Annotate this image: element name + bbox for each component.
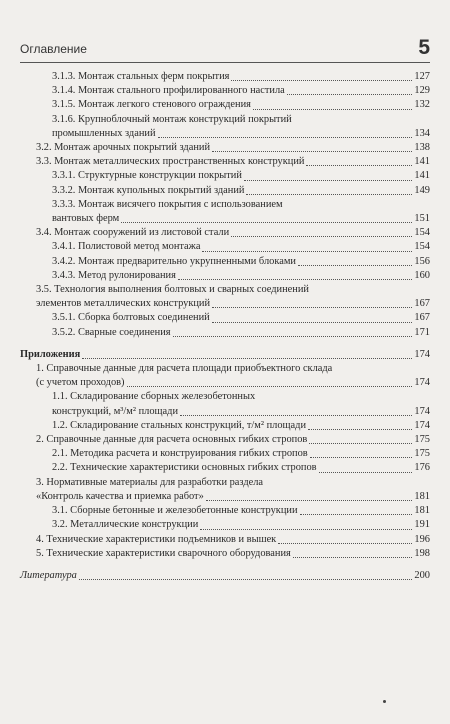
toc-entry[interactable]	[20, 447, 430, 461]
dot-leader	[127, 386, 413, 387]
toc-entry[interactable]	[20, 255, 430, 269]
toc-entry-text: 2.1. Методика расчета и конструирования гибких стропов	[52, 448, 308, 460]
toc-entry-text: 2. Справочные данные для расчета основных гибких стропов	[36, 434, 308, 446]
section-gap	[20, 561, 430, 569]
toc-entry-text: 3.5.2. Сварные соединения	[52, 326, 171, 338]
running-title: Оглавление	[20, 42, 87, 56]
toc-entry-text: 3.4.2. Монтаж предварительно укрупненными блоками	[52, 255, 296, 267]
toc-entry-text: 1.1. Складирование сборных железобетонных	[52, 391, 256, 403]
toc-page-number: 167	[414, 312, 430, 324]
toc-entry-text: 2.2. Технические характеристики основных гибких стропов	[52, 462, 317, 474]
print-speck	[383, 700, 386, 703]
dot-leader	[231, 236, 412, 237]
toc-page-number: 141	[414, 170, 430, 182]
toc-page-number: 175	[414, 448, 430, 460]
toc-entry[interactable]	[20, 283, 430, 311]
dot-leader	[178, 279, 413, 280]
toc-page-number: 141	[414, 156, 430, 168]
dot-leader	[158, 137, 413, 138]
toc-entry-text: 3.2. Металлические конструкции	[52, 519, 199, 531]
toc-entry-text: 1.2. Складирование стальных конструкций, т/м² площади	[52, 419, 307, 431]
toc-entry-text: 3.2. Монтаж арочных покрытий зданий	[36, 142, 211, 154]
toc-entry-text: 3.3. Монтаж металлических пространственных конструкций	[36, 156, 305, 168]
toc-entry-text: вантовых ферм	[52, 213, 120, 225]
toc-page-number: 129	[414, 85, 430, 97]
toc-entry-text: 3.1.4. Монтаж стального профилированного настила	[52, 85, 285, 97]
toc-page-number: 198	[414, 547, 430, 559]
toc-entry-text: 3.1.3. Монтаж стальных ферм покрытия	[52, 71, 230, 82]
toc-entry-text: конструкций, м³/м² площади	[52, 405, 179, 417]
toc-entry-text: промышленных зданий	[52, 127, 156, 139]
dot-leader	[244, 180, 412, 181]
toc-page-number: 174	[414, 419, 430, 431]
toc-entry-text: Приложения	[20, 348, 81, 360]
toc-page-number: 156	[414, 255, 430, 267]
toc-entry[interactable]	[20, 533, 430, 547]
dot-leader	[206, 500, 413, 501]
toc-entry[interactable]	[20, 226, 430, 240]
toc-entry[interactable]	[20, 198, 430, 226]
toc-entry-text: 3.1. Сборные бетонные и железобетонные конструкции	[52, 505, 298, 517]
toc-entry[interactable]	[20, 269, 430, 283]
dot-leader	[200, 529, 412, 530]
toc-entry-text: 3. Нормативные материалы для разработки раздела	[36, 476, 264, 488]
toc-entry[interactable]	[20, 326, 430, 340]
dot-leader	[82, 358, 412, 359]
dot-leader	[253, 109, 412, 110]
toc-page-number: 181	[414, 490, 430, 502]
toc-entry-text: Литература	[20, 569, 77, 581]
toc-page-number: 132	[414, 99, 430, 111]
dot-leader	[202, 251, 412, 252]
toc-entry[interactable]	[20, 390, 430, 418]
page-header	[20, 36, 430, 60]
toc-entry[interactable]	[20, 70, 430, 84]
dot-leader	[212, 307, 412, 308]
dot-leader	[212, 151, 412, 152]
toc-page-number: 127	[414, 71, 430, 82]
toc-entry-text: 3.4.1. Полистовой метод монтажа	[52, 241, 201, 253]
toc-entry[interactable]	[20, 169, 430, 183]
toc-entry-text: 3.3.2. Монтаж купольных покрытий зданий	[52, 184, 245, 196]
toc-entry-text: 3.5.1. Сборка болтовых соединений	[52, 312, 210, 324]
toc-page-number: 154	[414, 227, 430, 239]
toc-entry-text: 4. Технические характеристики подъемников и вышек	[36, 533, 277, 545]
dot-leader	[278, 543, 412, 544]
header-rule	[20, 62, 430, 63]
toc-entry[interactable]	[20, 155, 430, 169]
toc-page-number: 151	[414, 213, 430, 225]
toc-page-number: 167	[414, 298, 430, 310]
toc-entry[interactable]	[20, 84, 430, 98]
dot-leader	[231, 80, 412, 81]
toc-entry-text: 1. Справочные данные для расчета площади приобъектного склада	[36, 363, 333, 375]
toc-page-number: 154	[414, 241, 430, 253]
toc-entry-text: «Контроль качества и приемка работ»	[36, 490, 204, 502]
toc-entry[interactable]	[20, 311, 430, 325]
toc-entry-text: 3.4.3. Метод рулонирования	[52, 269, 176, 281]
toc-entry-text: 3.4. Монтаж сооружений из листовой стали	[36, 227, 230, 239]
dot-leader	[173, 336, 413, 337]
dot-leader	[306, 165, 412, 166]
toc-entry[interactable]	[20, 461, 430, 475]
toc-page-number: 176	[414, 462, 430, 474]
page-number: 5	[418, 36, 430, 59]
toc-page-number: 174	[414, 377, 430, 389]
toc-entry[interactable]	[20, 476, 430, 504]
toc-entry[interactable]	[20, 547, 430, 561]
toc-entry[interactable]	[20, 113, 430, 141]
dot-leader	[121, 222, 412, 223]
toc-page-number: 181	[414, 505, 430, 517]
toc-entry-text: (с учетом проходов)	[36, 377, 125, 389]
toc-entry-text: 3.1.6. Крупноблочный монтаж конструкций покрытий	[52, 113, 292, 125]
toc-page-number: 160	[414, 269, 430, 281]
dot-leader	[309, 443, 412, 444]
toc-entry[interactable]	[20, 362, 430, 390]
toc-entry-text: элементов металлических конструкций	[36, 298, 211, 310]
toc-entry-text: 3.3.3. Монтаж висячего покрытия с использованием	[52, 198, 283, 210]
toc-entry-text: 3.3.1. Структурные конструкции покрытий	[52, 170, 242, 182]
dot-leader	[212, 322, 413, 323]
toc-entry[interactable]	[20, 433, 430, 447]
table-of-contents	[20, 70, 430, 583]
toc-page-number: 191	[414, 519, 430, 531]
dot-leader	[79, 579, 413, 580]
toc-page-number: 175	[414, 434, 430, 446]
dot-leader	[287, 94, 413, 95]
dot-leader	[310, 457, 413, 458]
dot-leader	[319, 472, 413, 473]
toc-page-number: 174	[414, 405, 430, 417]
toc-entry[interactable]	[20, 240, 430, 254]
toc-page-number: 134	[414, 127, 430, 139]
toc-entry[interactable]	[20, 419, 430, 433]
toc-page-number: 171	[414, 326, 430, 338]
toc-entry-text: 3.5. Технология выполнения болтовых и сварных соединений	[36, 284, 309, 296]
dot-leader	[308, 429, 412, 430]
dot-leader	[300, 514, 413, 515]
toc-entry[interactable]	[20, 569, 430, 583]
toc-entry-text: 5. Технические характеристики сварочного оборудования	[36, 547, 291, 559]
toc-entry[interactable]	[20, 348, 430, 362]
dot-leader	[298, 265, 412, 266]
toc-page-number: 200	[414, 569, 430, 581]
toc-entry-text: 3.1.5. Монтаж легкого стенового ограждения	[52, 99, 251, 111]
section-gap	[20, 340, 430, 348]
dot-leader	[180, 415, 412, 416]
toc-entry[interactable]	[20, 518, 430, 532]
toc-page-number: 174	[414, 348, 430, 360]
toc-page-number: 196	[414, 533, 430, 545]
toc-page-number: 149	[414, 184, 430, 196]
toc-entry[interactable]	[20, 504, 430, 518]
toc-entry[interactable]	[20, 141, 430, 155]
toc-entry[interactable]	[20, 98, 430, 112]
toc-page-number: 138	[414, 142, 430, 154]
dot-leader	[246, 194, 412, 195]
dot-leader	[293, 557, 413, 558]
toc-entry[interactable]	[20, 184, 430, 198]
